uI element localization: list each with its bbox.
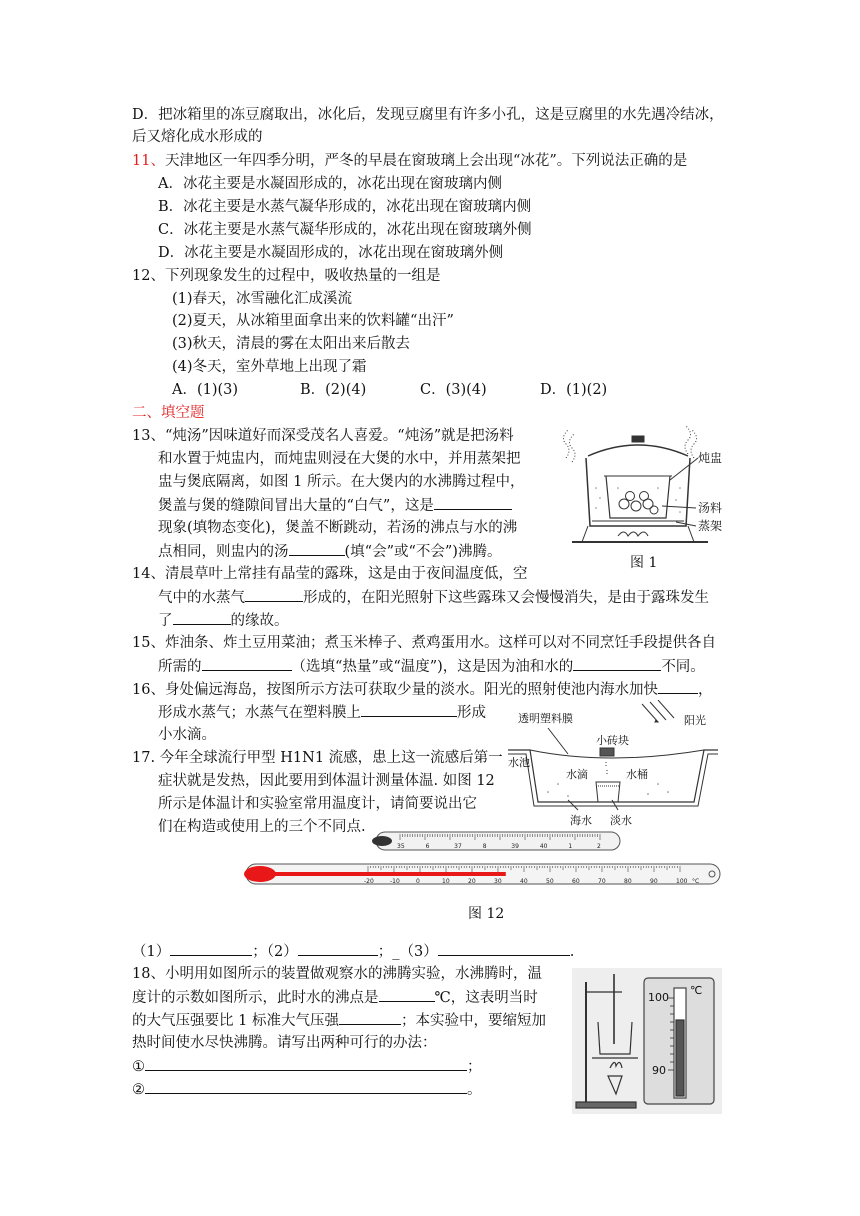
steam-right-icon [685, 426, 691, 454]
lab-tick-label: 40 [520, 878, 528, 885]
q17-blank-2[interactable] [298, 940, 378, 956]
q12-option-b: B．(2)(4) [300, 382, 367, 398]
section-title-fill-in: 二、填空题 [132, 405, 205, 421]
q17-line-2: 症状就是发热，因此要用到体温计测量体温. 如图 12 [158, 773, 495, 789]
lab-tick-label: 80 [624, 878, 632, 885]
label-dunzhong: 炖盅 [698, 451, 723, 465]
label-seawater: 海水 [570, 814, 592, 827]
q11-option-a: A．冰花主要是水凝固形成的，冰花出现在窗玻璃内侧 [158, 176, 502, 192]
q11-stem [132, 150, 687, 172]
figure-12-caption: 图 12 [468, 906, 505, 922]
q12-option-a: A．(1)(3) [172, 382, 239, 398]
clinical-tick-label: 37 [454, 843, 462, 850]
clinical-tick-label: 6 [425, 843, 430, 850]
q18-line-2: 度计的示数如图所示，此时水的沸点是 ℃，这表明当时 [132, 986, 538, 1009]
q12-item-3: (3)秋天，清晨的雾在太阳出来后散去 [172, 336, 411, 352]
q15-line-2: 所需的 （选填“热量”或“温度”)，这是因为油和水的 不同。 [158, 655, 705, 678]
q18-blank-4[interactable] [145, 1078, 467, 1094]
lab-thermometer-liquid [260, 872, 506, 876]
lab-tick-label: -20 [364, 878, 374, 885]
q13-line-5: 现象(填物态变化)，煲盖不断跳动，若汤的沸点与水的沸 [158, 520, 518, 536]
label-stone: 小砖块 [596, 734, 629, 747]
q12-option-d: D．(1)(2) [540, 382, 608, 398]
clinical-tick-label: 8 [482, 843, 487, 850]
lab-tick-label: 20 [468, 878, 476, 885]
q16-blank-2[interactable] [361, 701, 457, 717]
scale-label-90: 90 [652, 1064, 666, 1077]
q14-blank-2[interactable] [173, 609, 231, 625]
q17-blank-1[interactable] [170, 940, 252, 956]
label-sun: 阳光 [684, 714, 706, 727]
label-pool: 水池 [508, 756, 530, 769]
lab-tick-label: 100 [676, 878, 688, 885]
figure-1-caption: 图 1 [630, 555, 658, 571]
q12-item-2: (2)夏天，从冰箱里面拿出来的饮料罐“出汗” [172, 313, 454, 329]
q11-number: 11、 [132, 153, 165, 169]
sun-ray-icon [642, 704, 658, 722]
q18-answer-1: ① ； [132, 1055, 482, 1078]
lab-tick-label: °C [692, 878, 700, 885]
clinical-tick-label: 1 [568, 843, 573, 850]
label-film: 透明塑料膜 [518, 712, 573, 725]
q14-line-3: 了 的缘故。 [158, 609, 289, 632]
q13-line-4: 煲盖与煲的缝隙间冒出大量的“白气”，这是 [158, 494, 512, 517]
clinical-thermometer [372, 832, 620, 850]
q17-line-4: 们在构造或使用上的三个不同点. [158, 819, 366, 835]
q12-item-4: (4)冬天，室外草地上出现了霜 [172, 359, 367, 375]
q10-option-d-cont: 后又熔化成水形成的 [132, 129, 263, 145]
q17-blank-3[interactable] [438, 940, 570, 956]
label-zhengjia: 蒸架 [698, 519, 723, 533]
lab-tick-label: 0 [416, 878, 420, 885]
q18-line-3: 的大气压强要比 1 标准大气压强 ；本实验中，要缩短加 [132, 1009, 546, 1032]
label-tangliao: 汤料 [698, 501, 723, 515]
q16-line-1: 16、身处偏远海岛，按图所示方法可获取少量的淡水。阳光的照射使池内海水加快 ， [132, 678, 712, 701]
q12-option-c: C．(3)(4) [420, 382, 487, 398]
q11-option-c: C．冰花主要是水蒸气凝华形成的，冰花出现在窗玻璃外侧 [158, 222, 532, 238]
q13-line-1: 13、“炖汤”因味道好而深受茂名人喜爱。“炖汤”就是把汤料 [132, 428, 514, 444]
lab-tick-label: 60 [572, 878, 580, 885]
label-bucket: 水桶 [626, 768, 648, 781]
figure-12-thermometers [240, 826, 730, 892]
lab-tick-label: -10 [390, 878, 400, 885]
q11-option-d: D．冰花主要是水凝固形成的，冰花出现在窗玻璃外侧 [158, 245, 504, 261]
lab-thermometer [244, 864, 720, 885]
lab-tick-label: 70 [598, 878, 606, 885]
figure-boiling-experiment [572, 968, 722, 1114]
clinical-tick-label: 2 [597, 843, 601, 850]
q11-option-b: B．冰花主要是水蒸气凝华形成的，冰花出现在窗玻璃内侧 [158, 199, 532, 215]
scale-label-100: 100 [648, 991, 669, 1004]
q17-line-3: 所示是体温计和实验室常用温度计，请简要说出它 [158, 796, 477, 812]
q18-blank-1[interactable] [379, 986, 435, 1002]
q16-line-2: 形成水蒸气；水蒸气在塑料膜上 形成 [158, 701, 486, 724]
q14-blank-1[interactable] [245, 586, 303, 602]
lab-tick-label: 30 [494, 878, 502, 885]
q13-line-3: 盅与煲底隔离，如图 1 所示。在大煲内的水沸腾过程中， [158, 474, 525, 490]
label-freshwater: 淡水 [610, 814, 632, 827]
label-drop: 水滴 [566, 768, 588, 781]
lab-tick-label: 90 [650, 878, 658, 885]
q17-line-1: 17. 今年全球流行甲型 H1N1 流感，患上这一流感后第一 [132, 750, 503, 766]
q13-blank-2[interactable] [289, 540, 345, 556]
q14-line-2: 气中的水蒸气 形成的，在阳光照射下这些露珠又会慢慢消失，是由于露珠发生 [158, 586, 709, 609]
q10-option-d: D．把冰箱里的冻豆腐取出，冰化后，发现豆腐里有许多小孔，这是豆腐里的水先遇冷结冰， [132, 107, 724, 123]
q11-text: 天津地区一年四季分明，严冬的早晨在窗玻璃上会出现“冰花”。下列说法正确的是 [164, 153, 688, 169]
q15-blank-2[interactable] [573, 655, 661, 671]
q15-blank-1[interactable] [202, 655, 292, 671]
scale-unit: ℃ [690, 984, 703, 997]
q13-line-6: 点相同，则盅内的汤 (填“会”或“不会”)沸腾。 [158, 540, 501, 563]
q18-line-1: 18、小明用如图所示的装置做观察水的沸腾实验，水沸腾时，温 [132, 966, 542, 982]
q12-item-1: (1)春天，冰雪融化汇成溪流 [172, 291, 353, 307]
q13-line-2: 和水置于炖盅内，而炖盅则浸在大煲的水中，并用蒸架把 [158, 451, 521, 467]
q13-blank-1[interactable] [434, 494, 512, 510]
figure-island-desalination [508, 700, 718, 830]
q18-answer-2: ② 。 [132, 1078, 482, 1101]
clinical-tick-label: 39 [511, 843, 519, 850]
steam-left-icon [563, 430, 569, 458]
figure-1-stew-pot [558, 418, 728, 558]
q17-answers: （1） ；（2） ；_（3） . [132, 940, 574, 963]
lab-tick-label: 10 [442, 878, 450, 885]
q12-stem: 12、下列现象发生的过程中，吸收热量的一组是 [132, 268, 441, 284]
q14-line-1: 14、清晨草叶上常挂有晶莹的露珠，这是由于夜间温度低，空 [132, 566, 528, 582]
q16-line-3: 小水滴。 [158, 727, 216, 743]
q15-line-1: 15、炸油条、炸土豆用菜油；煮玉米棒子、煮鸡蛋用水。这样可以对不同烹饪手段提供各自 [132, 635, 716, 651]
q18-blank-2[interactable] [339, 1009, 401, 1025]
lab-tick-label: 50 [546, 878, 554, 885]
clinical-tick-label: 40 [539, 843, 548, 850]
q16-blank-1[interactable] [658, 678, 698, 694]
q18-line-4: 热时间使水尽快沸腾。请写出两种可行的办法： [132, 1035, 437, 1051]
clinical-tick-label: 35 [397, 843, 405, 850]
q18-blank-3[interactable] [145, 1055, 467, 1071]
